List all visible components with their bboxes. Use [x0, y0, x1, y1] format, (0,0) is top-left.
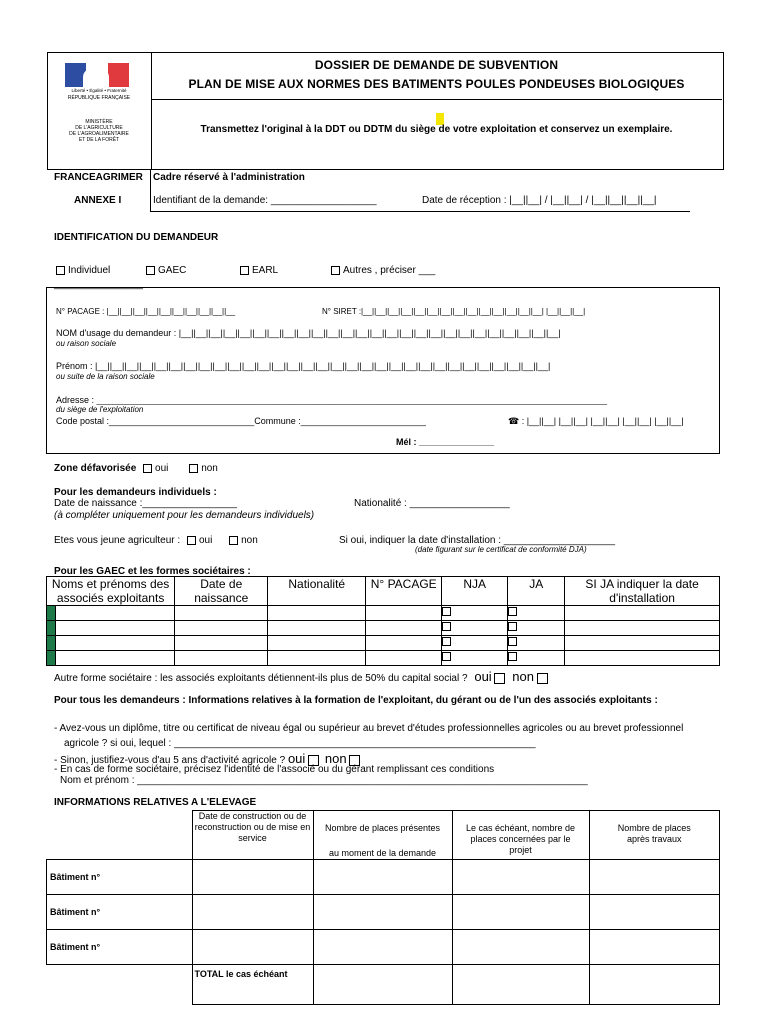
- checkbox-icon[interactable]: [442, 622, 451, 631]
- checkbox-icon[interactable]: [56, 266, 65, 275]
- autres-underline: ________________: [54, 279, 143, 290]
- individuels-note: (à compléter uniquement pour les demandeurs individuels): [54, 510, 315, 521]
- codepostal-commune-field[interactable]: Code postal :_____________________________Commune :_________________________: [56, 416, 426, 426]
- table-row: Bâtiment n°: [47, 895, 720, 930]
- formation-q3: - En cas de forme sociétaire, précisez l'identité de l'associé ou du gérant remplissant ces conditions: [54, 764, 495, 775]
- opt-autres[interactable]: Autres , préciser ___: [331, 265, 435, 276]
- col-places-apres: Nombre de places après travaux: [589, 811, 720, 860]
- col-places-projet: Le cas échéant, nombre de places concernées par le projet: [452, 811, 589, 860]
- request-id-field[interactable]: Identifiant de la demande: ___________________: [153, 195, 377, 206]
- checkbox-icon[interactable]: [143, 464, 152, 473]
- col-ja: JA: [508, 577, 565, 606]
- admin-reserved: Cadre réservé à l'administration: [153, 172, 305, 183]
- opt-earl[interactable]: EARL: [240, 265, 278, 276]
- adresse-field[interactable]: Adresse : ______________________________________________________________________________________________________: [56, 395, 608, 405]
- dja-note: (date figurant sur le certificat de conformité DJA): [415, 545, 587, 554]
- title-line-1: DOSSIER DE DEMANDE DE SUBVENTION: [314, 58, 559, 72]
- checkbox-icon[interactable]: [508, 622, 517, 631]
- col-places-presentes: Nombre de places présentes au moment de la demande: [313, 811, 452, 860]
- ministry-logo: [48, 53, 152, 169]
- checkbox-icon[interactable]: [240, 266, 249, 275]
- naissance-field[interactable]: Date de naissance :_________________: [54, 498, 237, 509]
- admin-divider: [150, 170, 151, 212]
- table-row: [47, 606, 720, 621]
- reception-date-field[interactable]: Date de réception : |__||__| / |__||__| / |__||__||__||__|: [422, 195, 657, 206]
- title-box: [151, 53, 722, 100]
- adresse-sub: du siège de l'exploitation: [56, 405, 144, 414]
- pacage-field[interactable]: N° PACAGE : |__||__||__||__||__||__||__||__||__||__: [56, 307, 236, 316]
- table-row-total: TOTAL le cas échéant: [47, 965, 720, 1005]
- col-pacage: N° PACAGE: [366, 577, 442, 606]
- checkbox-icon[interactable]: [494, 673, 505, 684]
- prenom-sub: ou suite de la raison sociale: [56, 372, 155, 381]
- individuels-heading: Pour les demandeurs individuels :: [54, 487, 217, 498]
- col-nationalite: Nationalité: [268, 577, 366, 606]
- formation-q3-field[interactable]: Nom et prénom : _________________________________________________________________________________: [60, 775, 588, 786]
- col-date-construction: Date de construction ou de reconstruction ou de mise en service: [192, 811, 313, 860]
- instruction-text: Transmettez l'original à la DDT ou DDTM du siège de votre exploitation et conservez un exemplaire.: [200, 124, 673, 135]
- table-row: Bâtiment n°: [47, 860, 720, 895]
- org-label: FRANCEAGRIMER: [54, 172, 143, 183]
- date-installation-field[interactable]: Si oui, indiquer la date d'installation : ____________________: [339, 535, 616, 546]
- header-box: [47, 52, 724, 170]
- nom-field[interactable]: NOM d'usage du demandeur : |__||__||__||__||__||__||__||__||__||__||__||__||__||__||__||__||__||__||__||__||__||__||__||__||__||__|: [56, 328, 561, 338]
- formation-q1-field[interactable]: agricole ? si oui, lequel : _________________________________________________________________: [64, 738, 536, 749]
- table-row: Bâtiment n°: [47, 930, 720, 965]
- nom-sub: ou raison sociale: [56, 339, 117, 348]
- checkbox-icon[interactable]: [508, 637, 517, 646]
- checkbox-icon[interactable]: [442, 637, 451, 646]
- col-noms: Noms et prénoms des associés exploitants: [47, 577, 175, 606]
- ministry-name: MINISTÈRE DE L'AGRICULTURE DE L'AGROALIMENTAIRE ET DE LA FORÊT: [69, 119, 129, 143]
- elevage-heading: INFORMATIONS RELATIVES A L'ELEVAGE: [54, 797, 257, 808]
- nationalite-field[interactable]: Nationalité : __________________: [354, 498, 510, 509]
- gaec-heading: Pour les GAEC et les formes sociétaires :: [54, 566, 251, 577]
- checkbox-icon[interactable]: [442, 652, 451, 661]
- prenom-field[interactable]: Prénom : |__||__||__||__||__||__||__||__||__||__||__||__||__||__||__||__||__||__||__||__||__||__||__||__||__||__||__||__||__||__||__|: [56, 361, 551, 371]
- motto: Liberté • Égalité • Fraternité: [71, 88, 127, 93]
- opt-gaec[interactable]: GAEC: [146, 265, 186, 276]
- formation-q2: - Sinon, justifiez-vous d'au 5 ans d'activité agricole ? oui non: [54, 751, 360, 766]
- marianne-flag-icon: [65, 63, 129, 87]
- col-nja: NJA: [442, 577, 508, 606]
- checkbox-icon[interactable]: [537, 673, 548, 684]
- zone-defavorisee: Zone défavorisée oui non: [54, 463, 218, 474]
- checkbox-icon[interactable]: [187, 536, 196, 545]
- opt-individuel[interactable]: Individuel: [56, 265, 110, 276]
- formation-q1: - Avez-vous un diplôme, titre ou certificat de niveau égal ou supérieur au brevet d'études professionnelles agricoles ou au brevet professionnel: [54, 723, 684, 734]
- elevage-table: [46, 810, 720, 1005]
- checkbox-icon[interactable]: [146, 266, 155, 275]
- title-line-2: PLAN DE MISE AUX NORMES DES BATIMENTS POULES PONDEUSES BIOLOGIQUES: [188, 77, 685, 91]
- republic-label: RÉPUBLIQUE FRANÇAISE: [67, 95, 131, 101]
- col-date-installation: SI JA indiquer la date d'installation: [565, 577, 720, 606]
- identification-heading: IDENTIFICATION DU DEMANDEUR: [54, 232, 219, 243]
- checkbox-icon[interactable]: [442, 607, 451, 616]
- jeune-agriculteur: Etes vous jeune agriculteur : oui non: [54, 535, 258, 546]
- col-naissance: Date de naissance: [175, 577, 268, 606]
- table-row: [47, 636, 720, 651]
- table-row: [47, 651, 720, 666]
- checkbox-icon[interactable]: [508, 607, 517, 616]
- autre-forme-societaire: Autre forme sociétaire : les associés exploitants détiennent-ils plus de 50% du capital social ? oui non: [54, 669, 548, 684]
- formation-heading: Pour tous les demandeurs : Informations relatives à la formation de l'exploitant, du gérant ou de l'un des associés exploitants :: [54, 695, 658, 706]
- checkbox-icon[interactable]: [508, 652, 517, 661]
- table-row: [47, 621, 720, 636]
- checkbox-icon[interactable]: [229, 536, 238, 545]
- phone-field[interactable]: ☎ : |__||__| |__||__| |__||__| |__||__| |__||__|: [508, 416, 684, 426]
- gaec-table: [46, 576, 720, 666]
- annex-label: ANNEXE I: [74, 195, 122, 206]
- checkbox-icon[interactable]: [331, 266, 340, 275]
- admin-underline: [150, 211, 690, 212]
- mel-field[interactable]: Mél : _______________: [396, 437, 495, 447]
- checkbox-icon[interactable]: [189, 464, 198, 473]
- siret-field[interactable]: N° SIRET :|__||__||__||__||__||__||__||__||__||__||__||__||__||__| |__||__||__|: [322, 307, 586, 316]
